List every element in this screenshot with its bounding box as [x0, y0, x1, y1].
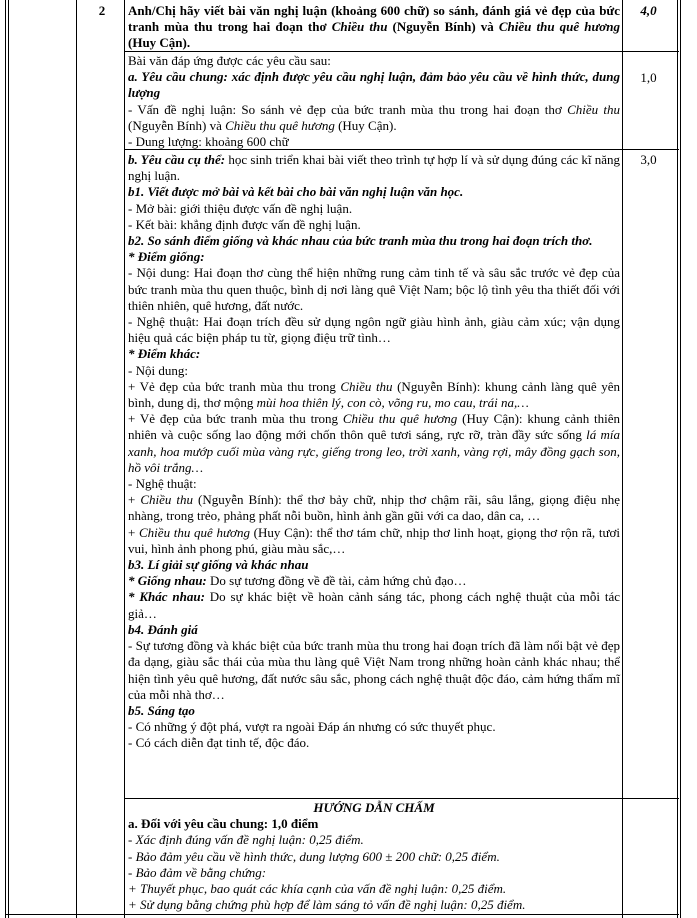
similarities-title: * Điểm giống: — [128, 249, 205, 265]
b2-title: b2. So sánh điểm giống và khác nhau của bức tranh mùa thu trong hai đoạn trích thơ. — [128, 233, 593, 249]
guide-line: - Bảo đảm yêu cầu về hình thức, dung lượng 600 ± 200 chữ: 0,25 điểm. — [128, 848, 500, 864]
difference-item: + Vẻ đẹp của bức tranh mùa thu trong Chiều thu quê hương (Huy Cận): khung cảnh thiên nhiên và cuộc sống lao động mới chốn thôn quê tươi sáng, rực rỡ, tràn đầy sức sống lá mía xanh, hoa mướp cuối mùa vàng rực, giếng trong leo, trời xanh, vàng rợi, mây đồng gạch son, hồ vôi trắng… — [128, 411, 621, 475]
art-item: + Chiều thu quê hương (Huy Cận): thể thơ tám chữ, nhịp thơ linh hoạt, giọng thơ rộn rã, tươi vui, hình ảnh phong phú, giàu màu sắc,… — [128, 524, 620, 556]
column-divider — [622, 0, 623, 918]
differences-title: * Điểm khác: — [128, 346, 201, 362]
guide-line: + Thuyết phục, bao quát các khía cạnh của vấn đề nghị luận: 0,25 điểm. — [128, 881, 507, 897]
requirements-intro: Bài văn đáp ứng được các yêu cầu sau: — [128, 53, 331, 68]
b4-title: b4. Đánh giá — [128, 621, 198, 637]
similarity-content: - Nội dung: Hai đoạn thơ cùng thể hiện những rung cảm tinh tế và sâu sắc trước vẻ đẹp của bức tranh mùa thu quen thuộc, bình dị nơi làng quê Việt Nam; bộc lộ tình yêu tha thiết đối với thiên nhiên, quê hương, đất nước. — [128, 265, 620, 313]
table-left-border — [5, 0, 9, 918]
guide-a-title: a. Đối với yêu cầu chung: 1,0 điểm — [128, 816, 319, 832]
b1-line: - Mở bài: giới thiệu được vấn đề nghị luận. — [128, 200, 353, 216]
b3-line: * Khác nhau: Do sự khác biệt về hoàn cảnh sáng tác, phong cách nghệ thuật của mỗi tác giả… — [128, 589, 620, 621]
section-b-intro: b. Yêu cầu cụ thể: học sinh triển khai bài viết theo trình tự hợp lí và sử dụng đúng các kĩ năng nghị luận. — [128, 152, 620, 184]
column-divider — [124, 0, 125, 918]
difference-content-label: - Nội dung: — [128, 362, 188, 378]
guide-line: - Xác định đúng vấn đề nghị luận: 0,25 điểm. — [128, 832, 364, 848]
b5-title: b5. Sáng tạo — [128, 702, 195, 718]
b5-line: - Có những ý đột phá, vượt ra ngoài Đáp án nhưng có sức thuyết phục. — [128, 719, 496, 735]
guide-line: - Bảo đảm về bằng chứng: — [128, 864, 267, 880]
b1-title: b1. Viết được mở bài và kết bài cho bài văn nghị luận văn học. — [128, 184, 464, 200]
b3-title: b3. Lí giải sự giống và khác nhau — [128, 557, 309, 573]
b5-line: - Có cách diễn đạt tinh tế, độc đáo. — [128, 735, 310, 751]
column-divider — [76, 0, 77, 918]
question-number: 2 — [98, 3, 106, 18]
score-b: 3,0 — [640, 152, 657, 167]
similarity-art: - Nghệ thuật: Hai đoạn trích đều sử dụng ngôn ngữ giàu hình ảnh, giàu cảm xúc; vận dụng hiệu quả các biện pháp tu từ, giọng điệu trữ tình… — [128, 314, 620, 346]
specific-requirements — [128, 152, 620, 752]
section-a-title: a. Yêu cầu chung: xác định được yêu cầu nghị luận, đảm bảo yêu cầu về hình thức, dung lượng — [128, 69, 620, 101]
b1-line: - Kết bài: khẳng định được vấn đề nghị luận. — [128, 216, 361, 232]
difference-art-label: - Nghệ thuật: — [128, 476, 197, 492]
question-prompt: Anh/Chị hãy viết bài văn nghị luận (khoảng 600 chữ) so sánh, đánh giá vẻ đẹp của bức tranh mùa thu trong hai đoạn thơ Chiều thu (Nguyễn Bính) và Chiều thu quê hương (Huy Cận). — [128, 3, 620, 51]
issue-line: - Vấn đề nghị luận: So sánh vẻ đẹp của bức tranh mùa thu trong hai đoạn thơ Chiều thu (Nguyễn Bính) và Chiều thu quê hương (Huy Cận). — [128, 101, 620, 133]
grading-guide — [128, 800, 620, 913]
difference-item: + Vẻ đẹp của bức tranh mùa thu trong Chiều thu (Nguyễn Bính): khung cảnh làng quê yên bình, dung dị, thơ mộng mùi hoa thiên lý, con cò, võng ru, mo cau, trái na,… — [128, 378, 620, 411]
total-score: 4,0 — [640, 3, 657, 18]
art-item: + Chiều thu (Nguyễn Bính): thể thơ bảy chữ, nhịp thơ chậm rãi, sâu lắng, giọng điệu nhẹ nhàng, trong trẻo, phảng phất nỗi buồn, hình ảnh gần gũi với ca dao, dân ca, … — [128, 492, 620, 524]
b4-text: - Sự tương đồng và khác biệt của bức tranh mùa thu trong hai đoạn trích đã làm nổi bật vẻ đẹp đa dạng, giàu sắc thái của mùa thu làng quê Việt Nam trong những hoàn cảnh khác nhau; thể hiện tình yêu quê hương, đất nước sâu sắc, phong cách nghệ thuật độc đáo, cảm hứng thẩm mĩ của mỗi nhà thơ… — [128, 638, 620, 702]
score-a: 1,0 — [640, 70, 657, 85]
row-divider — [5, 914, 679, 915]
guide-line: + Sử dụng bằng chứng phù hợp để làm sáng tỏ vấn đề nghị luận: 0,25 điểm. — [128, 897, 526, 913]
table-right-border — [677, 0, 681, 918]
row-divider — [124, 798, 679, 799]
general-requirements — [128, 53, 620, 150]
b3-line: * Giống nhau: Do sự tương đồng về đề tài, cảm hứng chủ đạo… — [128, 573, 467, 589]
guide-title: HƯỚNG DẪN CHẤM — [313, 800, 435, 815]
length-line: - Dung lượng: khoảng 600 chữ — [128, 134, 289, 150]
